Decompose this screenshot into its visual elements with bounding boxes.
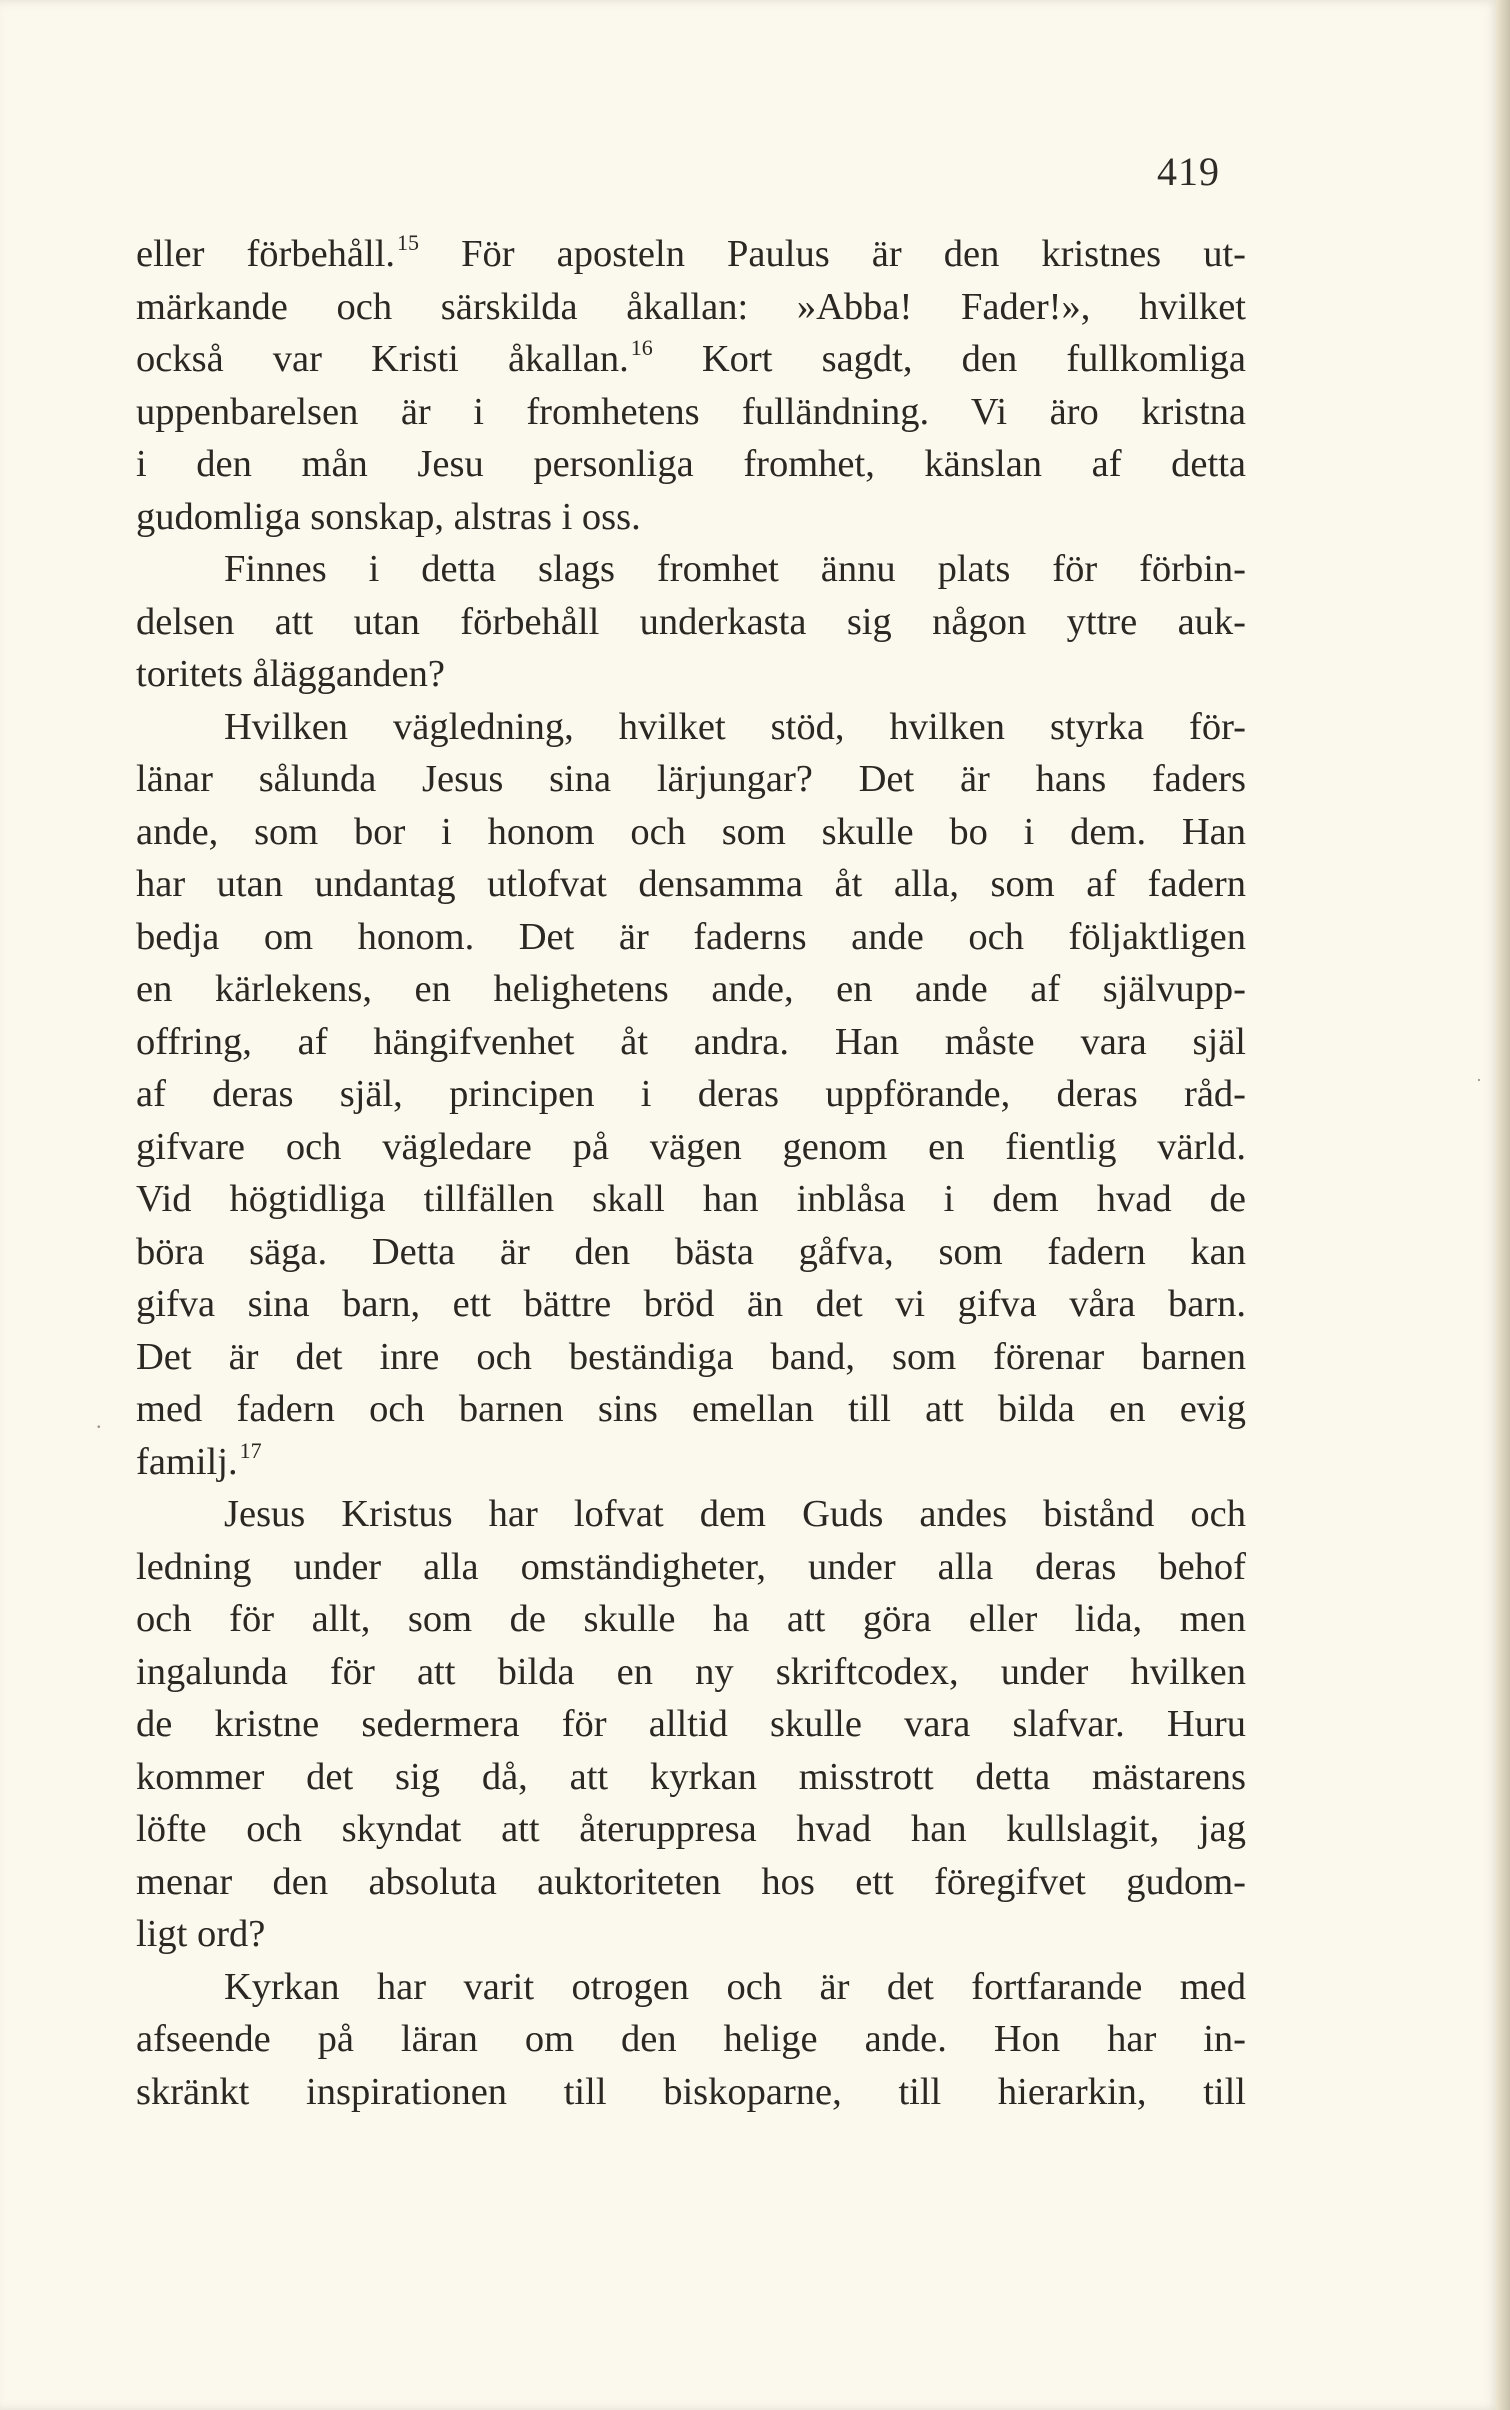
text-line bbox=[136, 1383, 1246, 1436]
text-line-content: delsen att utan förbehåll underkasta sig någon yttre auk- bbox=[136, 600, 1246, 643]
text-line-content: ingalunda för att bilda en ny skriftcodex, under hvilken bbox=[136, 1650, 1246, 1693]
text-line bbox=[136, 1593, 1246, 1646]
text-line bbox=[136, 1068, 1246, 1121]
text-line-content: en kärlekens, en helighetens ande, en ande af självupp- bbox=[136, 968, 1246, 1010]
text-line-content: och för allt, som de skulle ha att göra eller lida, men bbox=[136, 1598, 1246, 1640]
text-line-content: i den mån Jesu personliga fromhet, känslan af detta bbox=[136, 443, 1246, 485]
text-line-content: gifvare och vägledare på vägen genom en fientlig värld. bbox=[136, 1125, 1246, 1168]
text-line-content: Kyrkan har varit otrogen och är det fortfarande med bbox=[224, 1965, 1246, 2008]
text-line bbox=[136, 596, 1246, 649]
text-line-content: eller förbehåll. bbox=[136, 233, 396, 275]
text-line bbox=[136, 963, 1246, 1016]
text-line-content: märkande och särskilda åkallan: »Abba! Fader!», hvilket bbox=[136, 285, 1246, 328]
text-line bbox=[136, 1751, 1246, 1804]
text-line bbox=[136, 1278, 1246, 1331]
text-line-content: uppenbarelsen är i fromhetens fulländning. Vi äro kristna bbox=[136, 390, 1246, 433]
text-line-content: har utan undantag utlofvat densamma åt alla, som af fadern bbox=[136, 863, 1246, 905]
text-line-content: familj. bbox=[136, 1440, 238, 1483]
text-line bbox=[136, 753, 1246, 806]
text-line-content: Vid högtidliga tillfällen skall han inblåsa i dem hvad de bbox=[136, 1178, 1246, 1220]
text-line bbox=[136, 1173, 1246, 1226]
text-line bbox=[136, 701, 1246, 754]
text-line-content: Jesus Kristus har lofvat dem Guds andes bistånd och bbox=[224, 1493, 1246, 1535]
text-line bbox=[136, 1121, 1246, 1174]
text-line bbox=[136, 1803, 1246, 1856]
text-line-content: Finnes i detta slags fromhet ännu plats för förbin- bbox=[224, 548, 1246, 590]
text-line bbox=[136, 1226, 1246, 1279]
text-line-content: kommer det sig då, att kyrkan misstrott detta mästarens bbox=[136, 1755, 1246, 1798]
text-line-content: gifva sina barn, ett bättre bröd än det vi gifva våra barn. bbox=[136, 1283, 1246, 1325]
text-line-content: också var Kristi åkallan. bbox=[136, 338, 629, 380]
text-line-content: skränkt inspirationen till biskoparne, till hierarkin, till bbox=[136, 2070, 1246, 2113]
text-line bbox=[136, 438, 1246, 491]
text-line-content: ande, som bor i honom och som skulle bo i dem. Han bbox=[136, 810, 1246, 853]
text-line-content: de kristne sedermera för alltid skulle vara slafvar. Huru bbox=[136, 1703, 1246, 1745]
text-line-content: Hvilken vägledning, hvilket stöd, hvilken styrka för- bbox=[224, 705, 1246, 748]
text-line-content: böra säga. Detta är den bästa gåfva, som fadern kan bbox=[136, 1230, 1246, 1273]
text-line bbox=[136, 228, 1246, 281]
text-line bbox=[136, 1016, 1246, 1069]
text-line bbox=[136, 2013, 1246, 2066]
text-line-continuation: För aposteln Paulus är den kristnes ut- bbox=[419, 233, 1246, 275]
text-line bbox=[136, 543, 1246, 596]
text-line bbox=[136, 648, 1246, 701]
text-line bbox=[136, 1646, 1246, 1699]
text-line-continuation: Kort sagdt, den fullkomliga bbox=[652, 338, 1246, 380]
margin-mark: · bbox=[1476, 1070, 1482, 1090]
text-line bbox=[136, 911, 1246, 964]
text-line bbox=[136, 1961, 1246, 2014]
text-line bbox=[136, 1436, 1246, 1489]
text-line-content: afseende på läran om den helige ande. Hon har in- bbox=[136, 2018, 1246, 2060]
margin-mark: . bbox=[96, 1408, 102, 1433]
text-line-content: ledning under alla omständigheter, under alla deras behof bbox=[136, 1545, 1246, 1588]
text-line-content: toritets ålägganden? bbox=[136, 653, 445, 695]
text-line bbox=[136, 333, 1246, 386]
text-line-content: menar den absoluta auktoriteten hos ett föregifvet gudom- bbox=[136, 1860, 1246, 1903]
text-line-content: af deras själ, principen i deras uppförande, deras råd- bbox=[136, 1073, 1246, 1115]
footnote-marker: 15 bbox=[397, 230, 420, 255]
text-line-content: gudomliga sonskap, alstras i oss. bbox=[136, 495, 641, 538]
text-line-content: bedja om honom. Det är faderns ande och följaktligen bbox=[136, 915, 1246, 958]
text-line bbox=[136, 386, 1246, 439]
text-line-content: länar sålunda Jesus sina lärjungar? Det är hans faders bbox=[136, 758, 1246, 800]
text-line bbox=[136, 1908, 1246, 1961]
text-line-content: ligt ord? bbox=[136, 1913, 266, 1955]
text-line bbox=[136, 806, 1246, 859]
text-line-content: offring, af hängifvenhet åt andra. Han måste vara själ bbox=[136, 1020, 1246, 1063]
text-line bbox=[136, 1331, 1246, 1384]
text-line bbox=[136, 1488, 1246, 1541]
text-line-content: löfte och skyndat att återuppresa hvad han kullslagit, jag bbox=[136, 1808, 1246, 1850]
footnote-marker: 16 bbox=[630, 335, 653, 360]
text-line bbox=[136, 858, 1246, 911]
text-line bbox=[136, 1856, 1246, 1909]
body-text bbox=[136, 228, 1246, 2118]
page-number: 419 bbox=[1157, 149, 1220, 194]
text-line bbox=[136, 1698, 1246, 1751]
text-line-content: Det är det inre och beständiga band, som förenar barnen bbox=[136, 1335, 1246, 1378]
text-line bbox=[136, 1541, 1246, 1594]
page-edge bbox=[1496, 0, 1510, 2410]
text-line bbox=[136, 281, 1246, 334]
text-line bbox=[136, 491, 1246, 544]
footnote-marker: 17 bbox=[239, 1437, 262, 1463]
text-line bbox=[136, 2066, 1246, 2119]
text-line-content: med fadern och barnen sins emellan till att bilda en evig bbox=[136, 1388, 1246, 1430]
